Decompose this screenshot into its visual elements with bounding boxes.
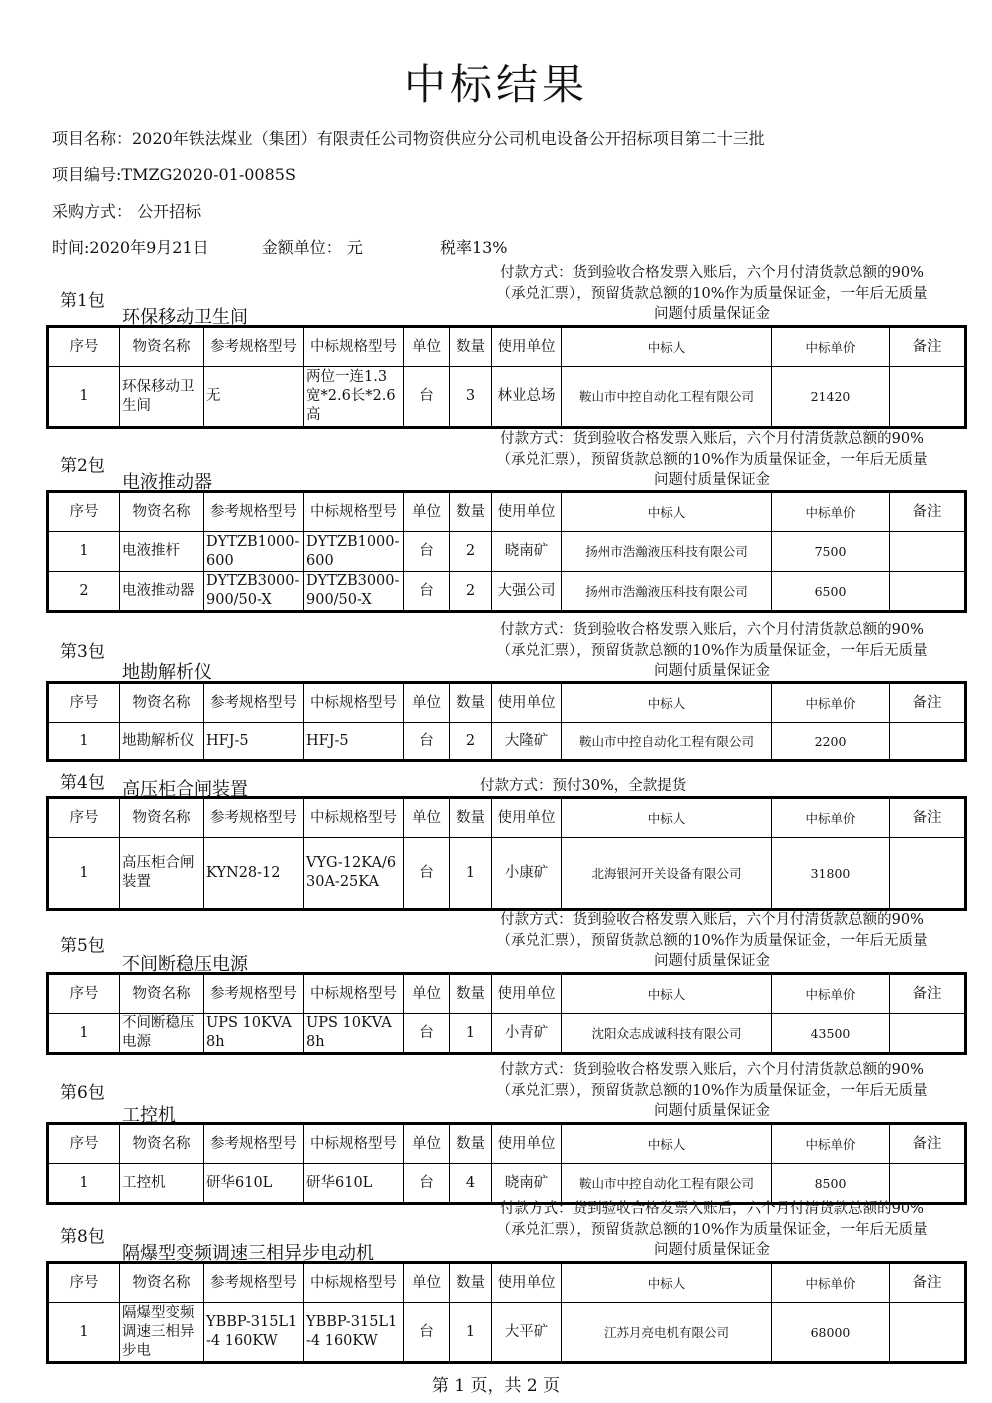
header-qty: 数量 — [450, 798, 492, 838]
header-name: 物资名称 — [120, 683, 204, 723]
cell-name: 工控机 — [120, 1164, 204, 1204]
payment-line: 付款方式：货到验收合格发票入账后，六个月付清货款总额的90% — [500, 912, 924, 928]
header-winner: 中标人 — [562, 798, 772, 838]
payment-line: （承兑汇票），预留货款总额的10%作为质量保证金，一年后无质量 — [496, 285, 928, 302]
cell-ref: 研华610L — [204, 1164, 304, 1204]
cell-user: 小康矿 — [492, 838, 562, 910]
cell-winner: 鞍山市中控自动化工程有限公司 — [562, 367, 772, 428]
header-bid: 中标规格型号 — [304, 1263, 404, 1303]
header-price: 中标单价 — [772, 327, 890, 367]
header-bid: 中标规格型号 — [304, 1124, 404, 1164]
payment-line: （承兑汇票），预留货款总额的10%作为质量保证金，一年后无质量 — [496, 642, 928, 659]
package-label: 第6包 — [60, 1083, 105, 1103]
table-header-row — [48, 327, 966, 367]
payment-line: 付款方式：货到验收合格发票入账后，六个月付清货款总额的90% — [500, 622, 924, 638]
header-ref: 参考规格型号 — [204, 683, 304, 723]
cell-bid: YBBP-315L1-4 160KW — [304, 1303, 404, 1363]
header-seq: 序号 — [48, 327, 120, 367]
cell-name: 电液推杆 — [120, 532, 204, 572]
header-ref: 参考规格型号 — [204, 1263, 304, 1303]
cell-name: 隔爆型变频调速三相异步电 — [120, 1303, 204, 1363]
header-bid: 中标规格型号 — [304, 974, 404, 1014]
package-label: 第3包 — [60, 642, 105, 662]
header-bid: 中标规格型号 — [304, 492, 404, 532]
header-qty: 数量 — [450, 1124, 492, 1164]
cell-qty: 3 — [450, 367, 492, 428]
table-header-row — [48, 492, 966, 532]
cell-ref: YBBP-315L1-4 160KW — [204, 1303, 304, 1363]
header-seq: 序号 — [48, 1124, 120, 1164]
header-seq: 序号 — [48, 1263, 120, 1303]
cell-qty: 2 — [450, 532, 492, 572]
package-name: 地勘解析仪 — [122, 662, 212, 683]
cell-qty: 1 — [450, 1014, 492, 1054]
cell-price: 21420 — [772, 367, 890, 428]
payment-line: 问题付质量保证金 — [654, 1103, 770, 1119]
package-name: 高压柜合闸装置 — [122, 779, 248, 800]
project-number: 项目编号:TMZG2020-01-0085S — [52, 165, 296, 184]
payment-terms — [462, 1060, 962, 1122]
cell-seq: 1 — [48, 1303, 120, 1363]
header-winner: 中标人 — [562, 492, 772, 532]
header-unit: 单位 — [404, 798, 450, 838]
cell-note — [890, 367, 966, 428]
header-user: 使用单位 — [492, 798, 562, 838]
cell-seq: 1 — [48, 1164, 120, 1204]
cell-price: 31800 — [772, 838, 890, 910]
header-winner: 中标人 — [562, 683, 772, 723]
cell-name: 高压柜合闸装置 — [120, 838, 204, 910]
header-unit: 单位 — [404, 492, 450, 532]
header-price: 中标单价 — [772, 683, 890, 723]
payment-line: 付款方式：货到验收合格发票入账后，六个月付清货款总额的90% — [500, 1062, 924, 1078]
payment-line: （承兑汇票），预留货款总额的10%作为质量保证金，一年后无质量 — [496, 932, 928, 949]
header-note: 备注 — [890, 798, 966, 838]
header-note: 备注 — [890, 492, 966, 532]
cell-seq: 1 — [48, 532, 120, 572]
header-price: 中标单价 — [772, 492, 890, 532]
payment-line: 付款方式：货到验收合格发票入账后，六个月付清货款总额的90% — [500, 431, 924, 447]
cell-qty: 1 — [450, 1303, 492, 1363]
payment-line: 问题付质量保证金 — [654, 1242, 770, 1258]
header-note: 备注 — [890, 974, 966, 1014]
cell-note — [890, 532, 966, 572]
payment-terms: 付款方式：预付30%，全款提货 — [480, 778, 687, 794]
header-user: 使用单位 — [492, 974, 562, 1014]
cell-unit: 台 — [404, 532, 450, 572]
header-name: 物资名称 — [120, 1263, 204, 1303]
header-ref: 参考规格型号 — [204, 974, 304, 1014]
header-note: 备注 — [890, 683, 966, 723]
header-name: 物资名称 — [120, 798, 204, 838]
header-unit: 单位 — [404, 1263, 450, 1303]
cell-bid: UPS 10KVA 8h — [304, 1014, 404, 1054]
cell-name: 地勘解析仪 — [120, 723, 204, 761]
table-header-row — [48, 974, 966, 1014]
cell-qty: 1 — [450, 838, 492, 910]
cell-seq: 1 — [48, 367, 120, 428]
header-price: 中标单价 — [772, 974, 890, 1014]
cell-name: 环保移动卫生间 — [120, 367, 204, 428]
cell-winner: 鞍山市中控自动化工程有限公司 — [562, 723, 772, 761]
cell-ref: UPS 10KVA 8h — [204, 1014, 304, 1054]
cell-unit: 台 — [404, 1164, 450, 1204]
cell-user: 大平矿 — [492, 1303, 562, 1363]
cell-seq: 1 — [48, 838, 120, 910]
header-bid: 中标规格型号 — [304, 683, 404, 723]
cell-note — [890, 572, 966, 612]
cell-user: 晓南矿 — [492, 532, 562, 572]
header-qty: 数量 — [450, 683, 492, 723]
header-qty: 数量 — [450, 1263, 492, 1303]
payment-line: 付款方式：货到验收合格发票入账后，六个月付清货款总额的90% — [500, 1201, 924, 1217]
header-price: 中标单价 — [772, 1263, 890, 1303]
page-title: 中标结果 — [403, 60, 588, 109]
payment-line: 问题付质量保证金 — [654, 663, 770, 679]
header-user: 使用单位 — [492, 492, 562, 532]
header-unit: 单位 — [404, 327, 450, 367]
payment-terms — [462, 910, 962, 972]
header-qty: 数量 — [450, 974, 492, 1014]
cell-winner: 北海银河开关设备有限公司 — [562, 838, 772, 910]
cell-user: 大隆矿 — [492, 723, 562, 761]
result-table — [46, 972, 967, 1055]
cell-bid: HFJ-5 — [304, 723, 404, 761]
cell-seq: 1 — [48, 723, 120, 761]
header-seq: 序号 — [48, 974, 120, 1014]
header-seq: 序号 — [48, 683, 120, 723]
cell-qty: 4 — [450, 1164, 492, 1204]
cell-winner: 扬州市浩瀚液压科技有限公司 — [562, 532, 772, 572]
cell-price: 43500 — [772, 1014, 890, 1054]
cell-ref: DYTZB3000-900/50-X — [204, 572, 304, 612]
header-qty: 数量 — [450, 327, 492, 367]
cell-seq: 2 — [48, 572, 120, 612]
cell-unit: 台 — [404, 367, 450, 428]
cell-winner: 鞍山市中控自动化工程有限公司 — [562, 1164, 772, 1204]
result-table — [46, 1122, 967, 1205]
result-table — [46, 796, 967, 911]
header-bid: 中标规格型号 — [304, 327, 404, 367]
cell-unit: 台 — [404, 838, 450, 910]
cell-user: 林业总场 — [492, 367, 562, 428]
header-qty: 数量 — [450, 492, 492, 532]
package-name: 不间断稳压电源 — [122, 954, 248, 975]
header-winner: 中标人 — [562, 1124, 772, 1164]
payment-line: 问题付质量保证金 — [654, 306, 770, 322]
header-seq: 序号 — [48, 492, 120, 532]
table-row — [48, 1164, 966, 1204]
cell-price: 8500 — [772, 1164, 890, 1204]
package-name: 隔爆型变频调速三相异步电动机 — [122, 1243, 374, 1264]
package-label: 第4包 — [60, 773, 105, 793]
cell-user: 小青矿 — [492, 1014, 562, 1054]
result-table — [46, 1261, 967, 1364]
table-row — [48, 532, 966, 572]
cell-note — [890, 723, 966, 761]
result-table — [46, 490, 967, 613]
header-price: 中标单价 — [772, 1124, 890, 1164]
table-row — [48, 572, 966, 612]
package-label: 第5包 — [60, 936, 105, 956]
table-row — [48, 1014, 966, 1054]
cell-user: 晓南矿 — [492, 1164, 562, 1204]
cell-qty: 2 — [450, 572, 492, 612]
header-ref: 参考规格型号 — [204, 1124, 304, 1164]
cell-note — [890, 1164, 966, 1204]
header-user: 使用单位 — [492, 327, 562, 367]
cell-winner: 江苏月亮电机有限公司 — [562, 1303, 772, 1363]
table-header-row — [48, 1124, 966, 1164]
header-user: 使用单位 — [492, 683, 562, 723]
cell-ref: HFJ-5 — [204, 723, 304, 761]
result-table — [46, 325, 967, 429]
amount-unit: 金额单位： 元 — [261, 238, 363, 257]
package-label: 第1包 — [60, 291, 105, 311]
cell-note — [890, 1303, 966, 1363]
table-header-row — [48, 798, 966, 838]
payment-line: 付款方式：货到验收合格发票入账后，六个月付清货款总额的90% — [500, 265, 924, 281]
payment-terms — [462, 263, 962, 325]
table-row — [48, 1303, 966, 1363]
cell-qty: 2 — [450, 723, 492, 761]
header-user: 使用单位 — [492, 1263, 562, 1303]
table-row — [48, 367, 966, 428]
tax-rate: 税率13% — [439, 238, 508, 257]
header-winner: 中标人 — [562, 327, 772, 367]
table-header-row — [48, 683, 966, 723]
table-header-row — [48, 1263, 966, 1303]
cell-winner: 扬州市浩瀚液压科技有限公司 — [562, 572, 772, 612]
project-name: 项目名称：2020年铁法煤业（集团）有限责任公司物资供应分公司机电设备公开招标项目第二十三批 — [52, 129, 765, 148]
cell-seq: 1 — [48, 1014, 120, 1054]
cell-unit: 台 — [404, 572, 450, 612]
cell-bid: DYTZB1000-600 — [304, 532, 404, 572]
header-seq: 序号 — [48, 798, 120, 838]
header-note: 备注 — [890, 327, 966, 367]
header-name: 物资名称 — [120, 492, 204, 532]
cell-price: 68000 — [772, 1303, 890, 1363]
package-name: 电液推动器 — [122, 472, 212, 493]
cell-bid: 研华610L — [304, 1164, 404, 1204]
page-footer: 第 1 页，共 2 页 — [431, 1376, 561, 1396]
payment-line: （承兑汇票），预留货款总额的10%作为质量保证金，一年后无质量 — [496, 1221, 928, 1238]
header-price: 中标单价 — [772, 798, 890, 838]
meta-row — [52, 235, 508, 258]
cell-price: 2200 — [772, 723, 890, 761]
header-winner: 中标人 — [562, 1263, 772, 1303]
date: 时间:2020年9月21日 — [52, 238, 209, 257]
header-name: 物资名称 — [120, 1124, 204, 1164]
cell-price: 6500 — [772, 572, 890, 612]
cell-note — [890, 838, 966, 910]
header-unit: 单位 — [404, 974, 450, 1014]
payment-line: （承兑汇票），预留货款总额的10%作为质量保证金，一年后无质量 — [496, 1082, 928, 1099]
payment-line: 问题付质量保证金 — [654, 953, 770, 969]
payment-terms — [462, 1199, 962, 1261]
header-note: 备注 — [890, 1124, 966, 1164]
payment-line: 问题付质量保证金 — [654, 472, 770, 488]
header-unit: 单位 — [404, 1124, 450, 1164]
cell-ref: 无 — [204, 367, 304, 428]
cell-user: 大强公司 — [492, 572, 562, 612]
cell-name: 不间断稳压电源 — [120, 1014, 204, 1054]
cell-note — [890, 1014, 966, 1054]
header-ref: 参考规格型号 — [204, 327, 304, 367]
payment-line: （承兑汇票），预留货款总额的10%作为质量保证金，一年后无质量 — [496, 451, 928, 468]
package-label: 第2包 — [60, 456, 105, 476]
cell-ref: KYN28-12 — [204, 838, 304, 910]
result-table — [46, 681, 967, 762]
package-name: 环保移动卫生间 — [122, 307, 248, 328]
procurement-method: 采购方式： 公开招标 — [52, 202, 202, 221]
header-ref: 参考规格型号 — [204, 798, 304, 838]
table-row — [48, 723, 966, 761]
payment-terms — [462, 429, 962, 491]
cell-bid: DYTZB3000-900/50-X — [304, 572, 404, 612]
header-winner: 中标人 — [562, 974, 772, 1014]
header-bid: 中标规格型号 — [304, 798, 404, 838]
package-name: 工控机 — [122, 1105, 176, 1126]
payment-terms — [462, 620, 962, 682]
header-note: 备注 — [890, 1263, 966, 1303]
cell-unit: 台 — [404, 723, 450, 761]
table-row — [48, 838, 966, 910]
cell-unit: 台 — [404, 1014, 450, 1054]
header-name: 物资名称 — [120, 974, 204, 1014]
header-name: 物资名称 — [120, 327, 204, 367]
cell-bid: 两位一连1.3宽*2.6长*2.6高 — [304, 367, 404, 428]
cell-price: 7500 — [772, 532, 890, 572]
header-ref: 参考规格型号 — [204, 492, 304, 532]
cell-ref: DYTZB1000-600 — [204, 532, 304, 572]
package-label: 第8包 — [60, 1227, 105, 1247]
header-user: 使用单位 — [492, 1124, 562, 1164]
cell-name: 电液推动器 — [120, 572, 204, 612]
cell-winner: 沈阳众志成诚科技有限公司 — [562, 1014, 772, 1054]
header-unit: 单位 — [404, 683, 450, 723]
cell-bid: VYG-12KA/630A-25KA — [304, 838, 404, 910]
cell-unit: 台 — [404, 1303, 450, 1363]
